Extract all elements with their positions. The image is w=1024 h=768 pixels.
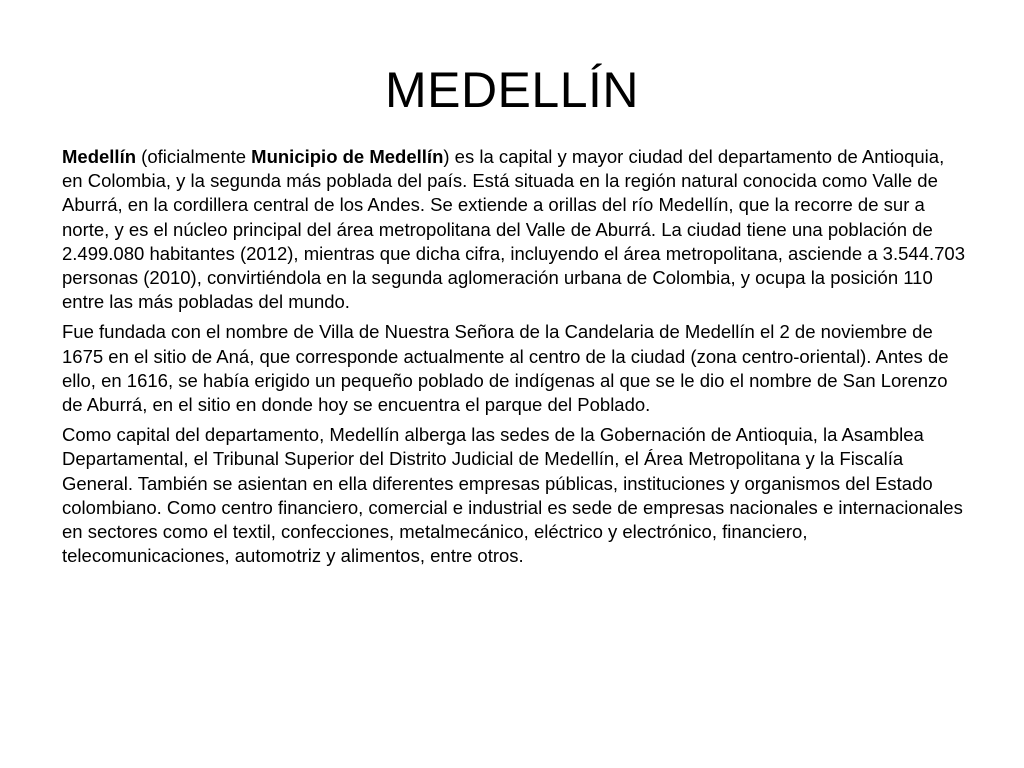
paragraph-foundation: Fue fundada con el nombre de Villa de Nuestra Señora de la Candelaria de Medellín el 2 de noviembre de 1675 en el sitio de Aná, que corresponde actualmente al centro de la ciudad (zona centro-oriental). Antes de ello, en 1616, se había erigido un pequeño poblado de indígenas al que se le dio el nombre de San Lorenzo de Aburrá, en el sitio en donde hoy se encuentra el parque del Poblado. (62, 321, 949, 416)
paragraph-capital: Como capital del departamento, Medellín alberga las sedes de la Gobernación de Antioquia, la Asamblea Departamental, el Tribunal Superior del Distrito Judicial de Medellín, el Área Metropolitana y la Fiscalía General. También se asientan en ella diferentes empresas públicas, instituciones y organismos del Estado colombiano. Como centro financiero, comercial e industrial es sede de empresas nacionales e internacionales en sectores como el textil, confecciones, metalmecánico, eléctrico y electrónico, financiero, telecomunicaciones, automotriz y alimentos, entre otros. (62, 424, 963, 567)
paragraph-intro (62, 145, 967, 314)
bold-official-name: Municipio de Medellín (251, 146, 444, 167)
slide-body (62, 145, 967, 574)
slide-title: MEDELLÍN (384, 62, 640, 118)
intro-text-2: ) es la capital y mayor ciudad del departamento de Antioquia, en Colombia, y la segunda más poblada del país. Está situada en la región natural conocida como Valle de Aburrá, en la cordillera central de los Andes. Se extiende a orillas del río Medellín, que la recorre de sur a norte, y es el núcleo principal del área metropolitana del Valle de Aburrá. La ciudad tiene una población de 2.499.080 habitantes (2012), mientras que dicha cifra, incluyendo el área metropolitana, asciende a 3.544.703 personas (2010), convirtiéndola en la segunda aglomeración urbana de Colombia, y ocupa la posición 110 entre las más pobladas del mundo. (62, 146, 965, 313)
bold-city-name: Medellín (62, 146, 137, 167)
intro-text-1: (oficialmente (136, 146, 252, 167)
